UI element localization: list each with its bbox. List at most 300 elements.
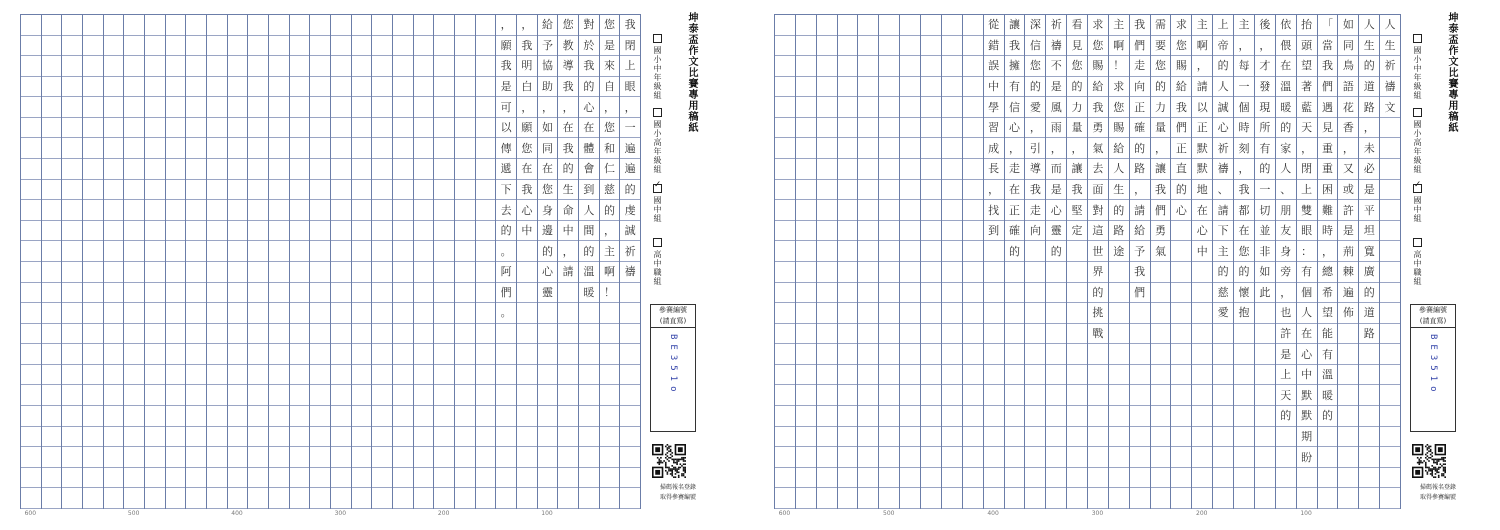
grid-cell[interactable]	[42, 200, 62, 221]
grid-cell[interactable]	[207, 221, 227, 242]
grid-cell[interactable]	[921, 262, 941, 283]
grid-cell[interactable]: 必	[1359, 159, 1379, 180]
grid-cell[interactable]: 向	[1025, 221, 1045, 242]
grid-cell[interactable]	[1025, 406, 1045, 427]
grid-cell[interactable]	[310, 56, 330, 77]
grid-cell[interactable]	[207, 200, 227, 221]
grid-cell[interactable]	[775, 406, 795, 427]
grid-cell[interactable]: 我	[517, 36, 537, 57]
grid-cell[interactable]	[248, 447, 268, 468]
grid-cell[interactable]	[145, 180, 165, 201]
grid-cell[interactable]	[1359, 447, 1379, 468]
grid-cell[interactable]	[600, 488, 620, 509]
grid-cell[interactable]: 路	[1359, 324, 1379, 345]
grid-cell[interactable]	[538, 324, 558, 345]
grid-cell[interactable]	[558, 324, 578, 345]
grid-cell[interactable]: 正	[1130, 97, 1150, 118]
grid-cell[interactable]: 我	[517, 180, 537, 201]
grid-cell[interactable]	[434, 77, 454, 98]
grid-cell[interactable]	[228, 488, 248, 509]
grid-cell[interactable]: 雨	[1046, 118, 1066, 139]
grid-cell[interactable]: 主	[600, 241, 620, 262]
grid-cell[interactable]: 的	[1213, 262, 1233, 283]
grid-cell[interactable]	[145, 56, 165, 77]
grid-cell[interactable]	[1255, 324, 1275, 345]
grid-cell[interactable]	[310, 488, 330, 509]
grid-cell[interactable]	[166, 406, 186, 427]
grid-cell[interactable]	[1380, 283, 1400, 304]
grid-cell[interactable]	[775, 283, 795, 304]
grid-cell[interactable]	[817, 447, 837, 468]
grid-cell[interactable]	[124, 97, 144, 118]
grid-cell[interactable]	[838, 262, 858, 283]
grid-cell[interactable]	[1067, 283, 1087, 304]
grid-cell[interactable]	[42, 159, 62, 180]
grid-cell[interactable]	[1380, 241, 1400, 262]
grid-cell[interactable]	[858, 427, 878, 448]
grid-cell[interactable]	[372, 139, 392, 160]
grid-cell[interactable]: 雙	[1297, 200, 1317, 221]
grid-cell[interactable]	[538, 303, 558, 324]
grid-cell[interactable]: 平	[1359, 200, 1379, 221]
grid-cell[interactable]: 錯	[984, 36, 1004, 57]
grid-cell[interactable]: 去	[1088, 159, 1108, 180]
grid-cell[interactable]	[1025, 324, 1045, 345]
grid-cell[interactable]	[21, 56, 41, 77]
grid-cell[interactable]	[1192, 344, 1212, 365]
grid-cell[interactable]: ，	[1025, 118, 1045, 139]
grid-cell[interactable]	[372, 344, 392, 365]
grid-cell[interactable]	[1255, 406, 1275, 427]
grid-cell[interactable]	[186, 386, 206, 407]
grid-cell[interactable]	[838, 77, 858, 98]
grid-cell[interactable]	[921, 200, 941, 221]
grid-cell[interactable]	[1151, 488, 1171, 509]
grid-cell[interactable]: ，	[1151, 139, 1171, 160]
grid-cell[interactable]: 們	[496, 283, 516, 304]
grid-cell[interactable]	[414, 488, 434, 509]
grid-cell[interactable]	[476, 77, 496, 98]
grid-cell[interactable]	[434, 118, 454, 139]
grid-cell[interactable]	[579, 447, 599, 468]
grid-cell[interactable]	[434, 427, 454, 448]
grid-cell[interactable]: ，	[1067, 139, 1087, 160]
grid-cell[interactable]: 挑	[1088, 303, 1108, 324]
grid-cell[interactable]	[620, 468, 640, 489]
grid-cell[interactable]	[620, 447, 640, 468]
grid-cell[interactable]	[796, 118, 816, 139]
grid-cell[interactable]	[228, 427, 248, 448]
grid-cell[interactable]	[393, 406, 413, 427]
grid-cell[interactable]	[900, 180, 920, 201]
grid-cell[interactable]	[942, 283, 962, 304]
grid-cell[interactable]	[1109, 283, 1129, 304]
grid-cell[interactable]	[186, 77, 206, 98]
grid-cell[interactable]	[166, 324, 186, 345]
grid-cell[interactable]	[248, 303, 268, 324]
grid-cell[interactable]	[145, 77, 165, 98]
grid-cell[interactable]	[984, 262, 1004, 283]
grid-cell[interactable]	[1213, 427, 1233, 448]
grid-cell[interactable]	[269, 406, 289, 427]
grid-cell[interactable]	[496, 365, 516, 386]
grid-cell[interactable]	[838, 36, 858, 57]
grid-cell[interactable]	[62, 468, 82, 489]
grid-cell[interactable]	[331, 427, 351, 448]
grid-cell[interactable]: 抬	[1297, 15, 1317, 36]
grid-cell[interactable]	[124, 77, 144, 98]
grid-cell[interactable]	[186, 180, 206, 201]
grid-cell[interactable]	[1255, 365, 1275, 386]
grid-cell[interactable]	[796, 468, 816, 489]
grid-cell[interactable]	[83, 386, 103, 407]
grid-cell[interactable]	[942, 488, 962, 509]
grid-cell[interactable]	[331, 468, 351, 489]
grid-cell[interactable]: 非	[1255, 241, 1275, 262]
grid-cell[interactable]: 祈	[620, 241, 640, 262]
grid-cell[interactable]	[1171, 406, 1191, 427]
grid-cell[interactable]	[1276, 468, 1296, 489]
grid-cell[interactable]: 正	[1192, 118, 1212, 139]
grid-cell[interactable]	[1151, 283, 1171, 304]
grid-cell[interactable]: 而	[1046, 159, 1066, 180]
grid-cell[interactable]	[1067, 344, 1087, 365]
grid-cell[interactable]	[166, 118, 186, 139]
grid-cell[interactable]: 的	[1025, 77, 1045, 98]
grid-cell[interactable]	[796, 324, 816, 345]
grid-cell[interactable]	[942, 15, 962, 36]
grid-cell[interactable]	[269, 139, 289, 160]
grid-cell[interactable]	[124, 303, 144, 324]
grid-cell[interactable]: ，	[600, 221, 620, 242]
grid-cell[interactable]	[207, 118, 227, 139]
grid-cell[interactable]	[858, 283, 878, 304]
grid-cell[interactable]: 每	[1234, 56, 1254, 77]
grid-cell[interactable]: 給	[1109, 139, 1129, 160]
grid-cell[interactable]	[1046, 468, 1066, 489]
grid-cell[interactable]: 個	[1234, 97, 1254, 118]
grid-cell[interactable]	[1213, 447, 1233, 468]
grid-cell[interactable]	[858, 365, 878, 386]
grid-cell[interactable]: 找	[984, 200, 1004, 221]
grid-cell[interactable]: 的	[1359, 56, 1379, 77]
grid-cell[interactable]	[414, 303, 434, 324]
grid-cell[interactable]	[352, 386, 372, 407]
grid-cell[interactable]	[1276, 447, 1296, 468]
grid-cell[interactable]	[858, 488, 878, 509]
grid-cell[interactable]: 到	[984, 221, 1004, 242]
grid-cell[interactable]: 請	[558, 262, 578, 283]
grid-cell[interactable]	[900, 303, 920, 324]
grid-cell[interactable]	[455, 427, 475, 448]
grid-cell[interactable]	[775, 262, 795, 283]
grid-cell[interactable]	[166, 36, 186, 57]
grid-cell[interactable]	[496, 488, 516, 509]
grid-cell[interactable]	[579, 427, 599, 448]
grid-cell[interactable]	[124, 447, 144, 468]
grid-cell[interactable]: 慈	[600, 180, 620, 201]
grid-cell[interactable]	[963, 221, 983, 242]
grid-cell[interactable]	[248, 406, 268, 427]
grid-cell[interactable]: 禱	[1046, 36, 1066, 57]
grid-cell[interactable]: 路	[1359, 97, 1379, 118]
grid-cell[interactable]: 心	[1297, 344, 1317, 365]
grid-cell[interactable]	[879, 365, 899, 386]
grid-cell[interactable]	[921, 118, 941, 139]
grid-cell[interactable]: 的	[1067, 77, 1087, 98]
grid-cell[interactable]	[207, 283, 227, 304]
grid-cell[interactable]	[476, 36, 496, 57]
grid-cell[interactable]	[455, 447, 475, 468]
grid-cell[interactable]: 藍	[1297, 97, 1317, 118]
grid-cell[interactable]: ，	[1130, 180, 1150, 201]
grid-cell[interactable]	[476, 139, 496, 160]
grid-cell[interactable]: 閉	[620, 36, 640, 57]
grid-cell[interactable]	[817, 15, 837, 36]
grid-cell[interactable]	[104, 303, 124, 324]
grid-cell[interactable]	[269, 97, 289, 118]
grid-cell[interactable]	[393, 56, 413, 77]
grid-cell[interactable]	[963, 77, 983, 98]
grid-cell[interactable]	[104, 15, 124, 36]
grid-cell[interactable]	[796, 77, 816, 98]
grid-cell[interactable]	[434, 97, 454, 118]
grid-cell[interactable]	[1067, 324, 1087, 345]
grid-cell[interactable]: 人	[579, 200, 599, 221]
grid-cell[interactable]	[145, 324, 165, 345]
grid-cell[interactable]	[269, 488, 289, 509]
grid-cell[interactable]	[331, 303, 351, 324]
grid-cell[interactable]	[858, 15, 878, 36]
grid-cell[interactable]	[248, 15, 268, 36]
grid-cell[interactable]	[942, 344, 962, 365]
grid-cell[interactable]: 白	[517, 77, 537, 98]
grid-cell[interactable]	[372, 159, 392, 180]
grid-cell[interactable]: 祈	[1213, 139, 1233, 160]
grid-cell[interactable]: ，	[517, 97, 537, 118]
grid-cell[interactable]	[455, 200, 475, 221]
grid-cell[interactable]: 量	[1151, 118, 1171, 139]
grid-cell[interactable]	[83, 406, 103, 427]
grid-cell[interactable]	[414, 283, 434, 304]
grid-cell[interactable]	[921, 97, 941, 118]
grid-cell[interactable]	[62, 241, 82, 262]
grid-cell[interactable]	[879, 36, 899, 57]
grid-cell[interactable]	[124, 262, 144, 283]
grid-cell[interactable]: 予	[538, 36, 558, 57]
grid-cell[interactable]: 們	[1318, 77, 1338, 98]
grid-cell[interactable]: 見	[1318, 118, 1338, 139]
grid-cell[interactable]	[1380, 365, 1400, 386]
grid-cell[interactable]: 您	[1025, 56, 1045, 77]
grid-cell[interactable]	[104, 139, 124, 160]
grid-cell[interactable]: 的	[620, 180, 640, 201]
grid-cell[interactable]	[984, 241, 1004, 262]
grid-cell[interactable]	[21, 386, 41, 407]
grid-cell[interactable]: 的	[579, 241, 599, 262]
grid-cell[interactable]: 誠	[620, 221, 640, 242]
grid-cell[interactable]	[1297, 468, 1317, 489]
grid-cell[interactable]	[269, 36, 289, 57]
grid-cell[interactable]	[1151, 447, 1171, 468]
grid-cell[interactable]	[1380, 468, 1400, 489]
grid-cell[interactable]: 中	[517, 221, 537, 242]
grid-cell[interactable]: 啊	[1192, 36, 1212, 57]
grid-cell[interactable]: 主	[1234, 15, 1254, 36]
grid-cell[interactable]	[984, 283, 1004, 304]
grid-cell[interactable]	[620, 488, 640, 509]
grid-cell[interactable]: 請	[1213, 200, 1233, 221]
grid-cell[interactable]	[775, 365, 795, 386]
grid-cell[interactable]	[393, 139, 413, 160]
grid-cell[interactable]	[21, 283, 41, 304]
grid-cell[interactable]: 給	[538, 15, 558, 36]
grid-cell[interactable]	[269, 324, 289, 345]
grid-cell[interactable]	[166, 447, 186, 468]
grid-cell[interactable]	[186, 365, 206, 386]
grid-cell[interactable]	[21, 468, 41, 489]
grid-cell[interactable]	[775, 15, 795, 36]
grid-cell[interactable]	[352, 180, 372, 201]
grid-cell[interactable]	[434, 221, 454, 242]
grid-cell[interactable]	[879, 447, 899, 468]
grid-cell[interactable]	[538, 468, 558, 489]
grid-cell[interactable]: 給	[1130, 221, 1150, 242]
grid-cell[interactable]	[352, 344, 372, 365]
grid-cell[interactable]	[124, 180, 144, 201]
grid-cell[interactable]: 願	[517, 118, 537, 139]
grid-cell[interactable]	[900, 139, 920, 160]
grid-cell[interactable]	[963, 56, 983, 77]
grid-cell[interactable]	[1276, 488, 1296, 509]
grid-cell[interactable]	[1171, 344, 1191, 365]
grid-cell[interactable]	[42, 386, 62, 407]
grid-cell[interactable]	[21, 303, 41, 324]
grid-cell[interactable]	[1151, 427, 1171, 448]
grid-cell[interactable]: 後	[1255, 15, 1275, 36]
grid-cell[interactable]	[310, 139, 330, 160]
grid-cell[interactable]: 默	[1192, 139, 1212, 160]
grid-cell[interactable]	[372, 200, 392, 221]
grid-cell[interactable]: 確	[1005, 221, 1025, 242]
grid-cell[interactable]: 心	[517, 200, 537, 221]
grid-cell[interactable]: 自	[600, 77, 620, 98]
grid-cell[interactable]: 的	[1130, 139, 1150, 160]
grid-cell[interactable]	[1171, 427, 1191, 448]
grid-cell[interactable]	[879, 15, 899, 36]
grid-cell[interactable]	[858, 139, 878, 160]
grid-cell[interactable]: ，	[600, 97, 620, 118]
grid-cell[interactable]	[600, 324, 620, 345]
grid-cell[interactable]: 人	[1297, 303, 1317, 324]
grid-cell[interactable]	[207, 344, 227, 365]
grid-cell[interactable]: 遍	[620, 159, 640, 180]
grid-cell[interactable]	[858, 77, 878, 98]
grid-cell[interactable]: 眼	[620, 77, 640, 98]
grid-cell[interactable]	[352, 365, 372, 386]
grid-cell[interactable]: 主	[1192, 15, 1212, 36]
grid-cell[interactable]	[963, 97, 983, 118]
grid-cell[interactable]	[62, 36, 82, 57]
grid-cell[interactable]	[775, 200, 795, 221]
grid-cell[interactable]	[879, 406, 899, 427]
grid-cell[interactable]: ，	[1192, 56, 1212, 77]
grid-cell[interactable]: ！	[1109, 56, 1129, 77]
grid-cell[interactable]	[248, 386, 268, 407]
grid-cell[interactable]	[145, 427, 165, 448]
grid-cell[interactable]	[1005, 488, 1025, 509]
grid-cell[interactable]	[248, 139, 268, 160]
grid-cell[interactable]	[104, 118, 124, 139]
grid-cell[interactable]	[372, 365, 392, 386]
grid-cell[interactable]	[858, 221, 878, 242]
grid-cell[interactable]	[620, 344, 640, 365]
grid-cell[interactable]	[1276, 427, 1296, 448]
grid-cell[interactable]: 請	[1192, 77, 1212, 98]
grid-cell[interactable]	[83, 241, 103, 262]
grid-cell[interactable]	[455, 36, 475, 57]
grid-cell[interactable]: 時	[1234, 118, 1254, 139]
grid-cell[interactable]: 世	[1088, 241, 1108, 262]
grid-cell[interactable]: 在	[1005, 180, 1025, 201]
grid-cell[interactable]	[879, 468, 899, 489]
grid-cell[interactable]	[248, 200, 268, 221]
grid-cell[interactable]: 期	[1297, 427, 1317, 448]
grid-cell[interactable]	[1067, 406, 1087, 427]
grid-cell[interactable]	[900, 365, 920, 386]
grid-cell[interactable]: 暖	[579, 283, 599, 304]
grid-cell[interactable]	[838, 468, 858, 489]
grid-cell[interactable]	[310, 447, 330, 468]
grid-cell[interactable]	[1234, 427, 1254, 448]
grid-cell[interactable]	[228, 283, 248, 304]
grid-cell[interactable]	[900, 468, 920, 489]
grid-cell[interactable]	[352, 303, 372, 324]
grid-cell[interactable]	[228, 386, 248, 407]
grid-cell[interactable]	[942, 386, 962, 407]
grid-cell[interactable]	[269, 221, 289, 242]
grid-cell[interactable]	[21, 36, 41, 57]
grid-cell[interactable]	[207, 139, 227, 160]
grid-cell[interactable]	[455, 159, 475, 180]
grid-cell[interactable]	[145, 447, 165, 468]
grid-cell[interactable]	[1171, 468, 1191, 489]
grid-cell[interactable]	[166, 386, 186, 407]
grid-cell[interactable]	[290, 468, 310, 489]
grid-cell[interactable]	[207, 406, 227, 427]
grid-cell[interactable]	[331, 159, 351, 180]
grid-cell[interactable]	[1380, 488, 1400, 509]
grid-cell[interactable]	[900, 262, 920, 283]
grid-cell[interactable]: ，	[984, 180, 1004, 201]
grid-cell[interactable]	[290, 139, 310, 160]
grid-cell[interactable]	[269, 468, 289, 489]
grid-cell[interactable]	[1192, 386, 1212, 407]
grid-cell[interactable]: 仁	[600, 159, 620, 180]
grid-cell[interactable]	[393, 180, 413, 201]
grid-cell[interactable]	[124, 283, 144, 304]
grid-cell[interactable]: 請	[1130, 200, 1150, 221]
grid-cell[interactable]: 途	[1109, 241, 1129, 262]
grid-cell[interactable]: 到	[579, 180, 599, 201]
grid-cell[interactable]	[858, 447, 878, 468]
grid-cell[interactable]: 依	[1276, 15, 1296, 36]
grid-cell[interactable]	[1046, 344, 1066, 365]
grid-cell[interactable]: 的	[1234, 262, 1254, 283]
grid-cell[interactable]	[900, 406, 920, 427]
grid-cell[interactable]	[21, 427, 41, 448]
grid-cell[interactable]	[1046, 386, 1066, 407]
